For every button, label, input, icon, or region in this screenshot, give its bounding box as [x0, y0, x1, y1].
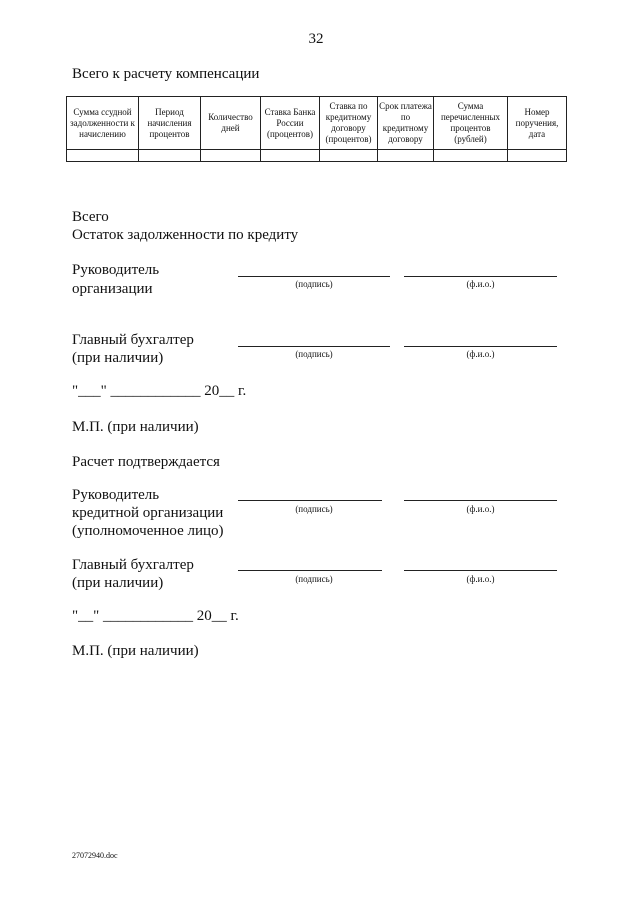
page-number: 32 [308, 31, 324, 47]
name-caption: (ф.и.о.) [466, 279, 495, 289]
signature-line [238, 346, 390, 347]
name-caption: (ф.и.о.) [466, 349, 495, 359]
bank-accountant-label-2: (при наличии) [72, 575, 164, 591]
signature-caption: (подпись) [295, 504, 333, 514]
table-header-row [67, 97, 567, 150]
table-row [67, 150, 567, 162]
org-head-label-2: организации [72, 281, 153, 297]
section-heading: Всего к расчету компенсации [72, 66, 260, 82]
file-name-footer: 27072940.doc [72, 851, 118, 860]
signature-line [238, 500, 382, 501]
table-cell [139, 150, 201, 162]
name-line [404, 500, 557, 501]
table-header-cell: Период начисления процентов [139, 97, 201, 150]
debt-balance-label: Остаток задолженности по кредиту [72, 227, 299, 243]
name-caption: (ф.и.о.) [466, 574, 495, 584]
table-header-cell: Номер поручения, дата [508, 97, 567, 150]
bank-stamp-label: М.П. (при наличии) [72, 643, 199, 659]
table-cell [201, 150, 261, 162]
table-cell [320, 150, 378, 162]
total-label: Всего [72, 209, 109, 225]
compensation-table [66, 96, 567, 162]
name-caption: (ф.и.о.) [466, 504, 495, 514]
signature-line [238, 570, 382, 571]
org-date-line: "___" ____________ 20__ г. [72, 383, 247, 399]
signature-caption: (подпись) [295, 574, 333, 584]
confirm-label: Расчет подтверждается [72, 454, 220, 470]
org-accountant-label-2: (при наличии) [72, 350, 164, 366]
table-header-cell: Ставка по кредитному договору (процентов) [320, 97, 378, 150]
table-cell [67, 150, 139, 162]
org-head-label-1: Руководитель [72, 262, 160, 278]
bank-date-line: "__" ____________ 20__ г. [72, 608, 239, 624]
bank-head-label-3: (уполномоченное лицо) [72, 523, 224, 539]
name-line [404, 276, 557, 277]
org-accountant-label-1: Главный бухгалтер [72, 332, 194, 348]
bank-head-label-2: кредитной организации [72, 505, 224, 521]
name-line [404, 570, 557, 571]
bank-head-label-1: Руководитель [72, 487, 160, 503]
table-header-cell: Срок платежа по кредитному договору [378, 97, 434, 150]
name-line [404, 346, 557, 347]
signature-line [238, 276, 390, 277]
table-header-cell: Количество дней [201, 97, 261, 150]
org-stamp-label: М.П. (при наличии) [72, 419, 199, 435]
table-cell [434, 150, 508, 162]
table-cell [261, 150, 320, 162]
table-header-cell: Сумма ссудной задолженности к начислению [67, 97, 139, 150]
signature-caption: (подпись) [295, 279, 333, 289]
bank-accountant-label-1: Главный бухгалтер [72, 557, 194, 573]
table-cell [378, 150, 434, 162]
table-cell [508, 150, 567, 162]
table-header-cell: Сумма перечисленных процентов (рублей) [434, 97, 508, 150]
signature-caption: (подпись) [295, 349, 333, 359]
table-header-cell: Ставка Банка России (процентов) [261, 97, 320, 150]
